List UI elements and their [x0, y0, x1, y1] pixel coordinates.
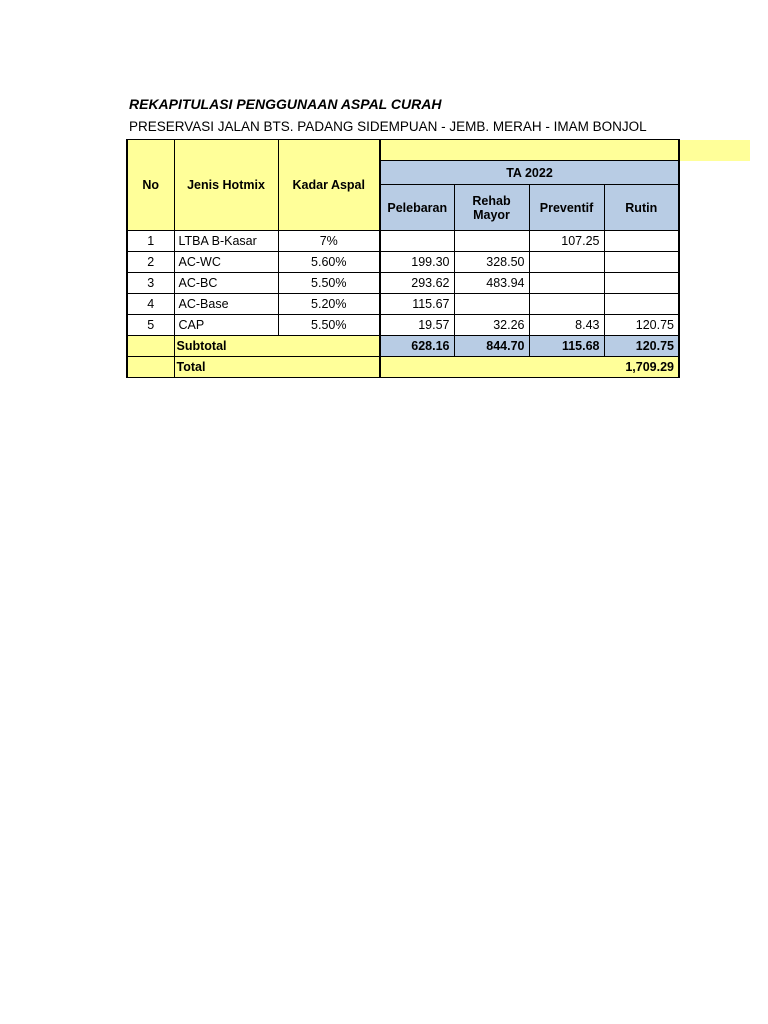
- header-year: TA 2022: [380, 161, 679, 185]
- cell-kadar: 5.50%: [278, 315, 380, 336]
- cell-preventif: 8.43: [529, 315, 604, 336]
- header-no: No: [127, 140, 174, 231]
- cell-rehab: 483.94: [454, 273, 529, 294]
- subtotal-row: [127, 336, 679, 357]
- cell-rehab: 328.50: [454, 252, 529, 273]
- table-row: [127, 252, 679, 273]
- header-jenis-hotmix: Jenis Hotmix: [174, 140, 278, 231]
- cell-no: 5: [127, 315, 174, 336]
- cell-preventif: [529, 294, 604, 315]
- cell-no: 4: [127, 294, 174, 315]
- subtotal-rehab: 844.70: [454, 336, 529, 357]
- cell-pelebaran: 19.57: [380, 315, 454, 336]
- cell-pelebaran: 115.67: [380, 294, 454, 315]
- cell-rutin: [604, 273, 679, 294]
- cell-preventif: [529, 252, 604, 273]
- cell-rehab: [454, 294, 529, 315]
- cell-rutin: [604, 252, 679, 273]
- cell-kadar: 7%: [278, 231, 380, 252]
- cell-kadar: 5.50%: [278, 273, 380, 294]
- recap-table: [126, 139, 680, 378]
- cell-jenis: AC-Base: [174, 294, 278, 315]
- header-pelebaran: Pelebaran: [380, 185, 454, 231]
- header-rehab-line2: Mayor: [473, 207, 510, 222]
- total-blank-cell: [127, 357, 174, 378]
- cell-rutin: 120.75: [604, 315, 679, 336]
- header-kadar-aspal: Kadar Aspal: [278, 140, 380, 231]
- header-rehab-mayor: [454, 185, 529, 231]
- cell-rutin: [604, 294, 679, 315]
- total-row: [127, 357, 679, 378]
- subtotal-rutin: 120.75: [604, 336, 679, 357]
- cell-rehab: [454, 231, 529, 252]
- table-row: [127, 231, 679, 252]
- header-rutin: Rutin: [604, 185, 679, 231]
- header-preventif: Preventif: [529, 185, 604, 231]
- cell-pelebaran: 199.30: [380, 252, 454, 273]
- cell-rehab: 32.26: [454, 315, 529, 336]
- subtotal-preventif: 115.68: [529, 336, 604, 357]
- subtotal-blank-cell: [127, 336, 174, 357]
- cell-jenis: LTBA B-Kasar: [174, 231, 278, 252]
- table-row: [127, 315, 679, 336]
- table-row: [127, 294, 679, 315]
- cell-kadar: 5.60%: [278, 252, 380, 273]
- subtotal-pelebaran: 628.16: [380, 336, 454, 357]
- total-value: 1,709.29: [380, 357, 679, 378]
- document-title: REKAPITULASI PENGGUNAAN ASPAL CURAH: [129, 96, 442, 112]
- cell-no: 1: [127, 231, 174, 252]
- cell-rutin: [604, 231, 679, 252]
- cell-no: 3: [127, 273, 174, 294]
- cell-preventif: 107.25: [529, 231, 604, 252]
- cell-pelebaran: [380, 231, 454, 252]
- subtotal-label: Subtotal: [174, 336, 380, 357]
- cell-jenis: AC-BC: [174, 273, 278, 294]
- cell-no: 2: [127, 252, 174, 273]
- cell-jenis: AC-WC: [174, 252, 278, 273]
- header-blank-band: [380, 140, 679, 161]
- cell-jenis: CAP: [174, 315, 278, 336]
- cell-kadar: 5.20%: [278, 294, 380, 315]
- document-subtitle: PRESERVASI JALAN BTS. PADANG SIDEMPUAN - JEMB. MERAH - IMAM BONJOL: [129, 119, 647, 134]
- table-row: [127, 273, 679, 294]
- header-highlight-strip: [677, 140, 750, 161]
- cell-preventif: [529, 273, 604, 294]
- header-rehab-line1: Rehab: [472, 193, 511, 208]
- total-label: Total: [174, 357, 380, 378]
- cell-pelebaran: 293.62: [380, 273, 454, 294]
